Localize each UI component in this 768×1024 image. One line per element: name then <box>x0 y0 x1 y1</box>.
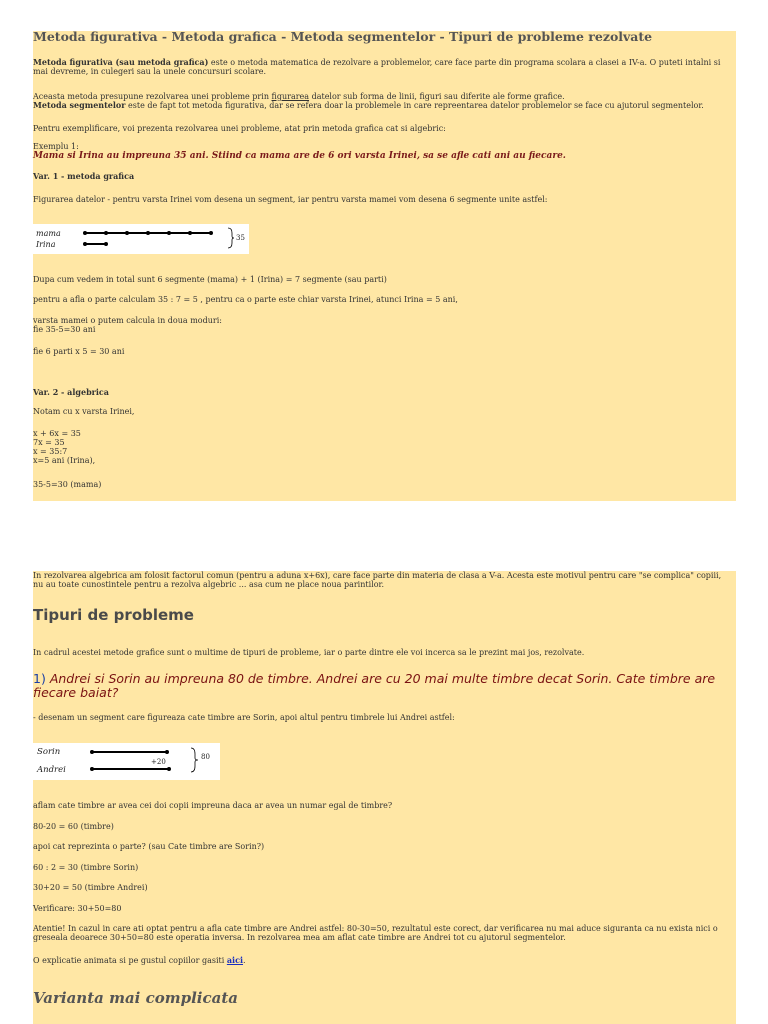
solution-step-4: 60 : 2 = 30 (timbre Sorin) <box>33 863 139 872</box>
segment-tick <box>146 231 150 235</box>
andrei-segment <box>91 768 169 770</box>
intro-paragraph-4: Pentru exemplificare, voi prezenta rezolvarea unei probleme, atat prin metoda grafica cat si algebric: <box>33 124 446 133</box>
diagram-total-80: 80 <box>201 753 210 761</box>
diagram-label-sorin: Sorin <box>37 747 61 757</box>
problem-1-description: - desenam un segment care figureaza cate timbre are Sorin, apoi altul pentru timbrele lui Andrei astfel: <box>33 713 455 722</box>
intro-text-1: este o metoda matematica de rezolvare a problemelor, care face parte din programa scolara a clasei a IV-a. O puteti intalni si mai devreme, in culegeri sau la unele concursuri scolare. <box>33 58 721 76</box>
section-title-tipuri: Tipuri de probleme <box>33 606 194 624</box>
diagram-label-mama: mama <box>36 229 61 238</box>
segment-tick <box>104 231 108 235</box>
andrei-segment-end <box>167 767 171 771</box>
segment-part <box>126 232 147 234</box>
sorin-segment-end <box>165 750 169 754</box>
segment-part <box>168 232 189 234</box>
intro-paragraph-1 <box>33 58 733 76</box>
variant-heading: Varianta mai complicata <box>33 989 238 1007</box>
equation-4: x=5 ani (Irina), <box>33 456 96 465</box>
page-title: Metoda figurativa - Metoda grafica - Metoda segmentelor - Tipuri de probleme rezolvate <box>33 29 653 44</box>
equation-2: 7x = 35 <box>33 438 65 447</box>
problem-1 <box>33 672 733 700</box>
solution-step-3: apoi cat reprezinta o parte? (sau Cate timbre are Sorin?) <box>33 842 265 851</box>
segment-diagram-mama-irina <box>33 224 249 254</box>
brace-icon <box>227 227 235 249</box>
andrei-segment-start <box>90 767 94 771</box>
article-section-2 <box>33 571 736 1024</box>
var2-line-1: Notam cu x varsta Irinei, <box>33 407 135 416</box>
animated-explanation <box>33 956 246 965</box>
figurarea-link[interactable]: figurarea <box>271 92 310 101</box>
verification: Verificare: 30+50=80 <box>33 904 122 913</box>
intro-paragraph-2 <box>33 92 733 101</box>
segment-diagram-sorin-andrei <box>33 743 220 780</box>
animated-explanation-end: . <box>243 956 246 965</box>
equation-5: 35-5=30 (mama) <box>33 480 102 489</box>
var1-line-5: fie 6 parti x 5 = 30 ani <box>33 347 125 356</box>
var2-heading: Var. 2 - algebrica <box>33 387 109 397</box>
segment-tick <box>104 242 108 246</box>
diagram-label-irina: Irina <box>36 240 56 249</box>
diagram-total: 35 <box>236 234 245 242</box>
segment-part <box>147 232 168 234</box>
sorin-segment <box>91 751 167 753</box>
diagram-extra-label: +20 <box>151 758 166 766</box>
segment-part <box>105 232 126 234</box>
segment-tick <box>188 231 192 235</box>
problem-1-number: 1) <box>33 671 46 686</box>
animated-explanation-text: O explicatie animata si pe gustul copiilor gasiti <box>33 956 227 965</box>
brace-icon <box>190 747 199 773</box>
var1-line-2: pentru a afla o parte calculam 35 : 7 = 5 , pentru ca o parte este chiar varsta Irinei, atunci Irina = 5 ani, <box>33 295 458 304</box>
segment-part <box>189 232 210 234</box>
segment-tick <box>83 242 87 246</box>
term-metoda-figurativa: Metoda figurativa (sau metoda grafica) <box>33 57 209 67</box>
intro-text-3: este de fapt tot metoda figurativa, dar se refera doar la problemele in care repreentarea datelor problemelor se face cu ajutorul segmentelor. <box>125 101 704 110</box>
section-intro: In cadrul acestei metode grafice sunt o multime de tipuri de probleme, iar o parte dintre ele voi incerca sa le prezint mai jos, rezolvate. <box>33 648 585 657</box>
solution-step-5: 30+20 = 50 (timbre Andrei) <box>33 883 148 892</box>
diagram-label-andrei: Andrei <box>37 765 66 775</box>
intro-text-2b: datelor sub forma de linii, figuri sau diferite ale forme grafice. <box>309 92 565 101</box>
article-section-1 <box>33 31 736 501</box>
var1-line-3: varsta mamei o putem calcula in doua moduri: <box>33 316 222 325</box>
segment-tick <box>83 231 87 235</box>
term-metoda-segmentelor: Metoda segmentelor <box>33 100 126 110</box>
intro-paragraph-3 <box>33 101 733 110</box>
var1-line-1: Dupa cum vedem in total sunt 6 segmente (mama) + 1 (Irina) = 7 segmente (sau parti) <box>33 275 387 284</box>
segment-tick <box>209 231 213 235</box>
var1-description: Figurarea datelor - pentru varsta Irinei vom desena un segment, iar pentru varsta mamei vom desena 6 segmente unite astfel: <box>33 195 548 204</box>
aici-link[interactable]: aici <box>226 955 243 965</box>
segment-part <box>84 232 105 234</box>
sorin-segment-start <box>90 750 94 754</box>
equation-3: x = 35:7 <box>33 447 68 456</box>
var1-line-4: fie 35-5=30 ani <box>33 325 96 334</box>
segment-tick <box>125 231 129 235</box>
attention-note: Atentie! In cazul in care ati optat pentru a afla cate timbre are Andrei astfel: 80-30=50, rezultatul este corect, dar verificarea nu mai aduce siguranta ca nu exista nici o greseala deoarece 30+50=80 este operatia inversa. In rezolvarea mea am aflat cate timbre are Andrei tot cu ajutorul segmentelor. <box>33 924 718 942</box>
segment-tick <box>167 231 171 235</box>
intro-text-2a: Aceasta metoda presupune rezolvarea unei probleme prin <box>33 92 272 101</box>
solution-step-2: 80-20 = 60 (timbre) <box>33 822 114 831</box>
equation-1: x + 6x = 35 <box>33 429 81 438</box>
var1-heading: Var. 1 - metoda grafica <box>33 171 135 181</box>
example-problem: Mama si Irina au impreuna 35 ani. Stiind ca mama are de 6 ori varsta Irinei, sa se afle cati ani au fiecare. <box>33 151 566 161</box>
example-label: Exemplu 1: <box>33 142 79 151</box>
algebraic-note: In rezolvarea algebrica am folosit factorul comun (pentru a aduna x+6x), care face parte din materia de clasa a V-a. Acesta este motivul pentru care "se complica" copiii, nu au toate cunostintele pentru a rezolva algebric ... asa cum ne place noua parintilor. <box>33 571 722 589</box>
segment-part <box>84 243 105 245</box>
problem-1-text: Andrei si Sorin au impreuna 80 de timbre. Andrei are cu 20 mai multe timbre decat Sorin. Cate timbre are fiecare baiat? <box>33 671 716 700</box>
solution-step-1: aflam cate timbre ar avea cei doi copii impreuna daca ar avea un numar egal de timbre? <box>33 801 393 810</box>
